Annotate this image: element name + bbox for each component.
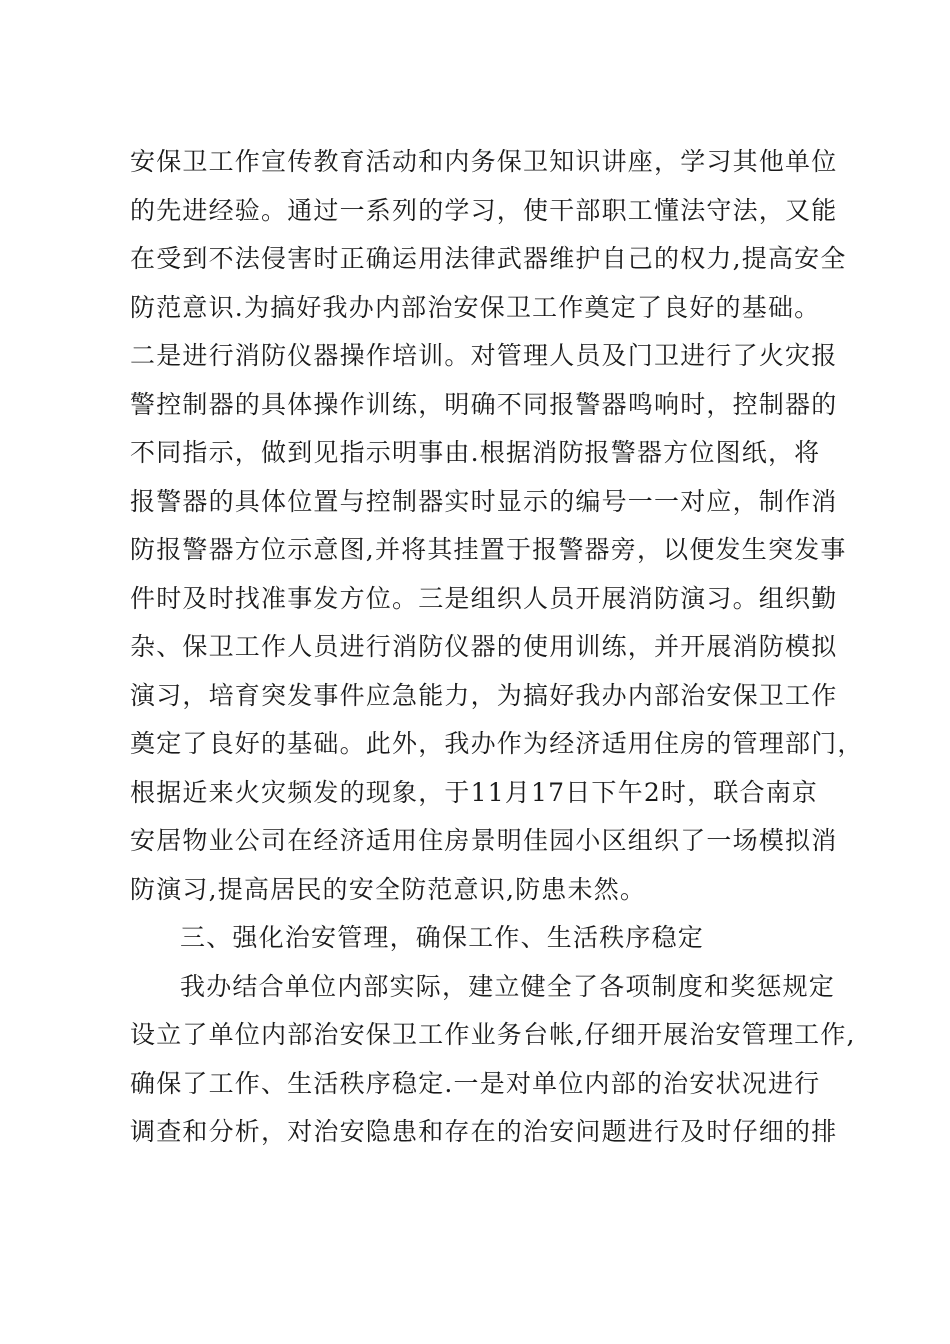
text-line: 在受到不法侵害时正确运用法律武器维护自己的权力,提高安全	[130, 244, 847, 273]
text-line: 安保卫工作宣传教育活动和内务保卫知识讲座，学习其他单位	[130, 147, 838, 176]
text-line: 安居物业公司在经济适用住房景明佳园小区组织了一场模拟消	[130, 826, 838, 855]
text-line: 杂、保卫工作人员进行消防仪器的使用训练，并开展消防模拟	[130, 632, 838, 661]
text-line: 不同指示，做到见指示明事由.根据消防报警器方位图纸，将	[130, 438, 821, 467]
text-line: 奠定了良好的基础。此外，我办作为经济适用住房的管理部门，	[130, 729, 864, 758]
text-line: 根据近来火灾频发的现象，于11月17日下午2时，联合南京	[130, 777, 819, 807]
text-line: 防范意识.为搞好我办内部治安保卫工作奠定了良好的基础。	[130, 292, 821, 322]
text-line: 的先进经验。通过一系列的学习，使干部职工懂法守法，又能	[130, 195, 838, 225]
text-line: 演习，培育突发事件应急能力，为搞好我办内部治安保卫工作	[130, 680, 838, 710]
text-line: 设立了单位内部治安保卫工作业务台帐,仔细开展治安管理工作,	[130, 1020, 856, 1049]
text-line: 件时及时找准事发方位。三是组织人员开展消防演习。组织勤	[130, 583, 838, 613]
section-heading: 三、强化治安管理，确保工作、生活秩序稳定	[180, 923, 705, 952]
text-line: 二是进行消防仪器操作培训。对管理人员及门卫进行了火灾报	[130, 341, 838, 370]
text-line: 防报警器方位示意图,并将其挂置于报警器旁，以便发生突发事	[130, 535, 847, 564]
text-line: 报警器的具体位置与控制器实时显示的编号一一对应，制作消	[130, 486, 838, 516]
text-line: 警控制器的具体操作训练，明确不同报警器鸣响时，控制器的	[130, 389, 838, 419]
text-line: 我办结合单位内部实际，建立健全了各项制度和奖惩规定	[180, 971, 836, 1001]
text-line: 调查和分析，对治安隐患和存在的治安问题进行及时仔细的排	[130, 1117, 838, 1146]
body-text	[130, 138, 864, 1157]
text-line: 防演习,提高居民的安全防范意识,防患未然。	[130, 874, 647, 904]
text-line: 确保了工作、生活秩序稳定.一是对单位内部的治安状况进行	[130, 1068, 821, 1098]
